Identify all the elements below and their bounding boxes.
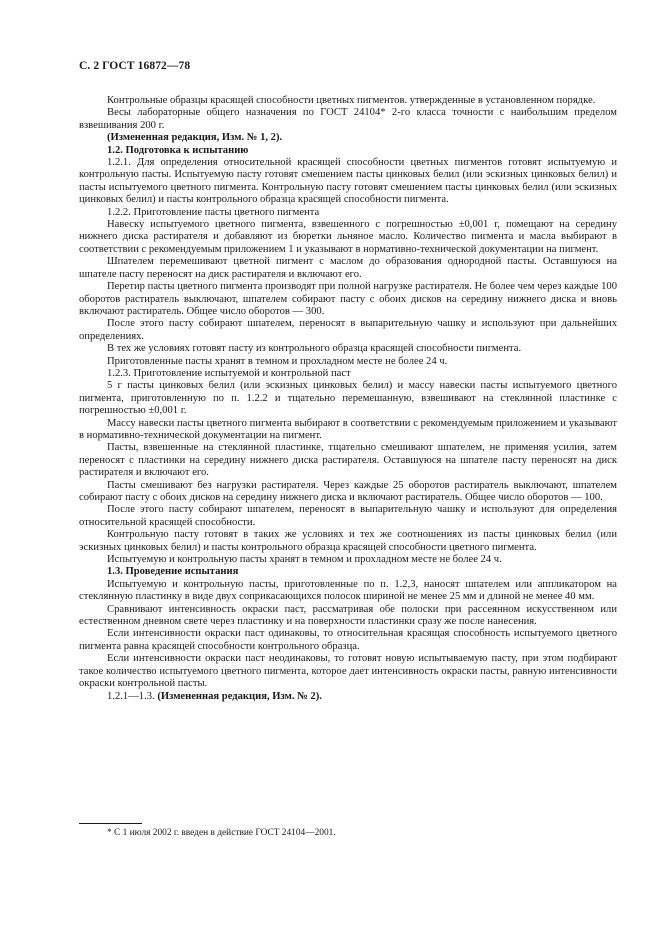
paragraph: Контрольные образцы красящей способности цветных пигментов. утвержденные в установленном порядке. [107,95,596,106]
paragraph: Весы лабораторные общего назначения по ГОСТ 24104* 2-го класса точности с наибольшим пределом взвешивания 200 г. [79,107,617,131]
amendment-clauses: 1.2.1—1.3. [107,690,158,702]
paragraph: Испытуемую и контрольную пасты хранят в темном и прохладном месте не более 24 ч. [107,554,502,566]
paragraph: Пасты смешивают без нагрузки растирателя. Через каждые 25 оборотов растиратель выключают, шпателем собирают пасту с обоих дисков на середину нижнего диска и включают растиратель. Общее число оборотов — 100. [79,479,617,503]
section-heading: 1.3. Проведение испытания [107,566,239,578]
page-header: С. 2 ГОСТ 16872—78 [79,60,191,72]
paragraph: 1.2.3. Приготовление испытуемой и контрольной паст [107,367,351,379]
paragraph: Шпателем перемешивают цветной пигмент с маслом до образования однородной пасты. Оставшуюся на шпателе пасту переносят на диск растирателя и включают его. [79,256,617,280]
paragraph: 5 г пасты цинковых белил (или эскизных цинковых белил) и массу навески пасты испытуемого цветного пигмента, приготовленную по п. 1.2.2 и тщательно перемешанную, взвешивают на стеклянной пластинке с погрешностью ±0,001 г. [79,380,617,417]
paragraph: Пасты, взвешенные на стеклянной пластинке, тщательно смешивают шпателем, не применяя усилия, затем переносят с пластинки на середину нижнего диска растирателя. Оставшуюся на шпателе пасту переносят на диск растирателя и включают его. [79,442,617,479]
paragraph: Навеску испытуемого цветного пигмента, взвешенного с погрешностью ±0,001 г, помещают на середину нижнего диска растирателя и добавляют из бюретки льняное масло. Количество пигмента и масла выбирают в соответствии с рекомендуемым приложением 1 и указывают в нормативно-технической документации на пигмент. [79,219,617,255]
paragraph: После этого пасту собирают шпателем, переносят в выпарительную чашку и используют для определения относительной красящей способности. [79,504,617,528]
paragraph: Испытуемую и контрольную пасты, приготовленные по п. 1.2,3, наносят шпателем или аппликатором на стеклянную пластинку в виде двух соприкасающихся полосок шириной не менее 25 мм и длиной не менее 40 мм. [79,578,617,603]
section-heading: (Измененная редакция, Изм. № 1, 2). [107,132,283,144]
footnote: * С 1 июля 2002 г. введен в действие ГОСТ 24104—2001. [107,828,336,838]
document-body [79,95,617,703]
paragraph: Массу навески пасты цветного пигмента выбирают в соответствии с рекомендуемым приложением и указывают в нормативно-технической документации на пигмент. [79,417,617,441]
section-heading: 1.2. Подготовка к испытанию [107,144,249,156]
footnote-divider [79,823,142,824]
amendment-note [79,691,617,703]
paragraph: Если интенсивности окраски паст одинаковы, то относительная красящая способность испытуемого цветного пигмента равна красящей способности контрольного образца. [79,628,617,652]
paragraph: 1.2.2. Приготовление пасты цветного пигмента [107,206,320,218]
paragraph: Перетир пасты цветного пигмента производят при полной нагрузке растирателя. Не более чем через каждые 100 оборотов растиратель выключают, шпателем собирают пасту с обоих дисков на середину нижнего диска и вновь включают растиратель. Общее число оборотов — 300. [79,281,617,317]
paragraph: Если интенсивности окраски паст неодинаковы, то готовят новую испытываемую пасту, при этом подбирают такое количество испытуемого цветного пигмента, которое дает интенсивность окраски пасты, равную интенсивности окраски контрольной пасты. [79,653,617,690]
paragraph: В тех же условиях готовят пасту из контрольного образца красящей способности пигмента. [107,343,522,355]
paragraph: Контрольную пасту готовят в таких же условиях и тех же соотношениях из пасты цинковых белил (или эскизных цинковых белил) и пасты контрольного образца красящей способности цветного пигмента. [79,529,617,553]
paragraph: После этого пасту собирают шпателем, переносят в выпарительную чашку и используют при дальнейших определениях. [79,318,617,342]
paragraph: Сравнивают интенсивность окраски паст, рассматривая обе полоски при рассеянном искусственном или естественном дневном свете через пластинку и на поверхности пластинки сразу же после нанесения. [79,603,617,628]
amendment-remark: (Измененная редакция, Изм. № 2). [157,690,322,702]
paragraph: Приготовленные пасты хранят в темном и прохладном месте не более 24 ч. [107,355,448,367]
paragraph: 1.2.1. Для определения относительной красящей способности цветных пигментов готовят испытуемую и контрольную пасты. Испытуемую пасту готовят смешением пасты цинковых белил (или эскизных цинковых белил) и пасты испытуемого цветного пигмента. Контрольную пасту готовят смешением пасты цинковых белил (или эскизных цинковых белил) и пасты контрольного образца красящей способности пигмента. [79,157,617,206]
